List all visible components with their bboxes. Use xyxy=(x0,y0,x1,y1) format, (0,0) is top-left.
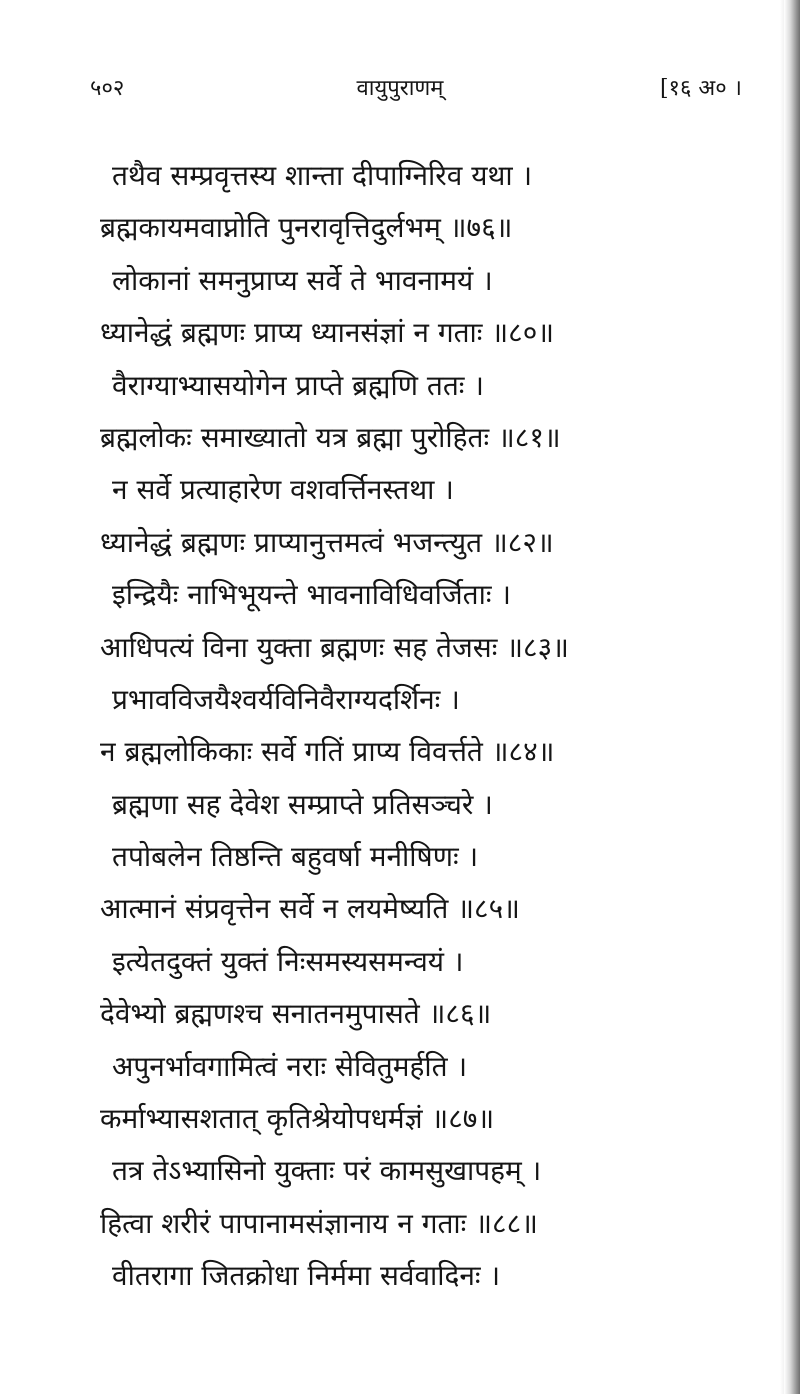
chapter-reference: [१६ अ० । xyxy=(659,76,742,101)
verse-line: ब्रह्मकायमवाप्नोति पुनरावृत्तिदुर्लभम् ॥७६॥ xyxy=(100,211,513,245)
verse-line: इन्द्रियैः नाभिभूयन्ते भावनाविधिवर्जिताः । xyxy=(112,578,512,612)
verse-line: न सर्वे प्रत्याहारेण वशवर्त्तिनस्तथा । xyxy=(112,473,454,507)
running-title: वायुपुराणम् xyxy=(356,76,444,101)
verse-line: लोकानां समनुप्राप्य सर्वे ते भावनामयं । xyxy=(112,263,493,297)
verse-line: तपोबलेन तिष्ठन्ति बहुवर्षा मनीषिणः । xyxy=(112,840,479,874)
verse-list xyxy=(0,150,800,1303)
verse-line: प्रभावविजयैश्वर्यविनिवैराग्यदर्शिनः । xyxy=(112,682,460,716)
verse-line: इत्येतदुक्तं युक्तं निःसमस्यसमन्वयं । xyxy=(112,944,464,978)
page-header xyxy=(0,72,800,112)
verse-line: आधिपत्यं विना युक्ता ब्रह्मणः सह तेजसः ॥८३॥ xyxy=(100,630,569,664)
verse-line: ध्यानेद्धं ब्रह्मणः प्राप्य ध्यानसंज्ञां न गताः ॥८०॥ xyxy=(100,316,555,350)
verse-line: वैराग्याभ्यासयोगेन प्राप्ते ब्रह्मणि ततः । xyxy=(112,368,484,402)
verse-line: ब्रह्मणा सह देवेश सम्प्राप्ते प्रतिसञ्चरे । xyxy=(112,787,493,821)
verse-line: कर्माभ्यासशतात् कृतिश्रेयोपधर्मज्ञं ॥८७॥ xyxy=(100,1102,495,1136)
verse-line: ब्रह्मलोकः समाख्यातो यत्र ब्रह्मा पुरोहितः ॥८१॥ xyxy=(100,420,561,454)
verse-line: अपुनर्भावगामित्वं नराः सेवितुमर्हति । xyxy=(112,1049,468,1083)
verse-line: तत्र तेऽभ्यासिनो युक्ताः परं कामसुखापहम् । xyxy=(112,1154,542,1188)
verse-line: देवेभ्यो ब्रह्मणश्च सनातनमुपासते ॥८६॥ xyxy=(100,997,492,1031)
verse-line: आत्मानं संप्रवृत्तेन सर्वे न लयमेष्यति ॥८५॥ xyxy=(100,892,520,926)
verse-line: हित्वा शरीरं पापानामसंज्ञानाय न गताः ॥८८॥ xyxy=(100,1206,538,1240)
verse-line: न ब्रह्मलोकिकाः सर्वे गतिं प्राप्य विवर्त्तते ॥८४॥ xyxy=(100,735,555,769)
page-number: ५०२ xyxy=(90,76,125,101)
verse-line: वीतरागा जितक्रोधा निर्ममा सर्ववादिनः । xyxy=(112,1259,501,1293)
verse-line: तथैव सम्प्रवृत्तस्य शान्ता दीपाग्निरिव यथा । xyxy=(112,159,533,192)
verse-line: ध्यानेद्धं ब्रह्मणः प्राप्यानुत्तमत्वं भजन्त्युत ॥८२॥ xyxy=(100,525,554,559)
